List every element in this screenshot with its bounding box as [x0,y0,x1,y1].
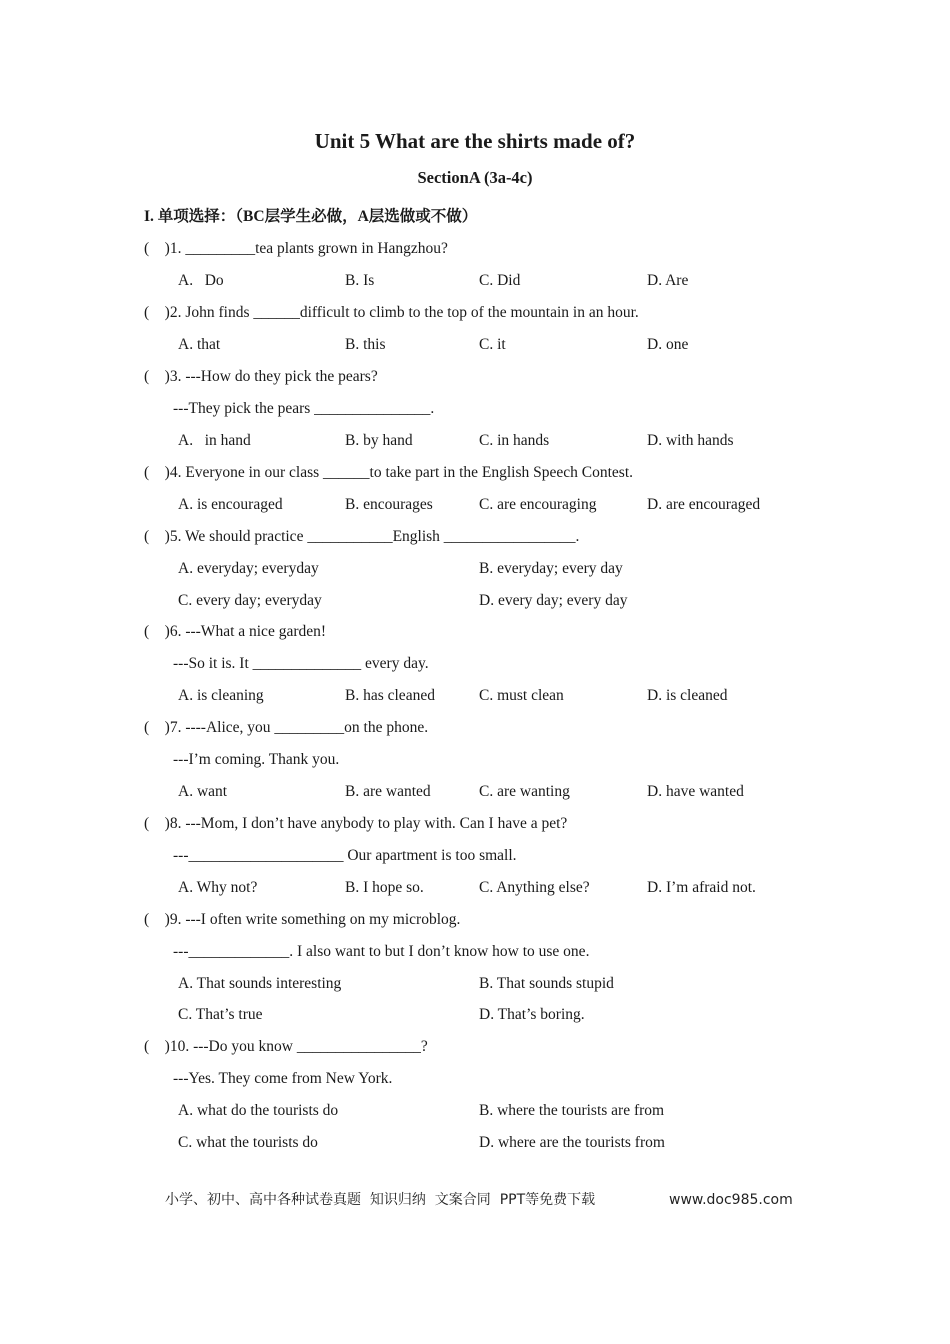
footer-url: www.doc985.com [669,1192,793,1208]
question-10-option-c: C. what the tourists do [178,1134,318,1151]
question-7-option-d: D. have wanted [647,783,744,800]
question-10-option-d: D. where are the tourists from [479,1134,665,1151]
section-heading: I. 单项选择：（BC层学生必做，A层选做或不做） [144,208,478,225]
question-9-option-a: A. That sounds interesting [178,975,342,992]
question-4-option-d: D. are encouraged [647,496,761,513]
page-subtitle: SectionA (3a-4c) [417,168,533,187]
question-5-option-d: D. every day; every day [479,592,628,609]
question-1-option-c: C. Did [479,272,521,289]
question-1-option-b: B. Is [345,272,375,289]
question-8-option-c: C. Anything else? [479,879,590,896]
question-7-response: ---I’m coming. Thank you. [173,751,340,768]
question-8-option-d: D. I’m afraid not. [647,879,756,896]
question-3-option-a: A. in hand [178,432,251,449]
question-6-option-a: A. is cleaning [178,687,264,704]
question-8-option-b: B. I hope so. [345,879,424,896]
question-5-option-b: B. everyday; every day [479,560,623,577]
question-6-option-b: B. has cleaned [345,687,435,704]
question-5-stem: ( )5. We should practice ___________English _________________. [144,528,580,545]
question-4-option-a: A. is encouraged [178,496,283,513]
question-6-option-c: C. must clean [479,687,564,704]
question-6-option-d: D. is cleaned [647,687,728,704]
question-9-option-c: C. That’s true [178,1006,263,1023]
question-7-option-a: A. want [178,783,228,800]
question-8-option-a: A. Why not? [178,879,258,896]
question-5-option-a: A. everyday; everyday [178,560,319,577]
question-10-stem: ( )10. ---Do you know ________________? [144,1038,428,1055]
page-title: Unit 5 What are the shirts made of? [314,129,636,153]
question-9-option-d: D. That’s boring. [479,1006,585,1023]
question-2-option-a: A. that [178,336,221,353]
question-8-response: ---____________________ Our apartment is too small. [173,847,517,864]
question-4-option-c: C. are encouraging [479,496,597,513]
question-4-stem: ( )4. Everyone in our class ______to take part in the English Speech Contest. [144,464,634,481]
question-6-response: ---So it is. It ______________ every day. [173,655,429,672]
question-7-option-c: C. are wanting [479,783,570,800]
question-10-option-a: A. what do the tourists do [178,1102,339,1119]
question-8-stem: ( )8. ---Mom, I don’t have anybody to play with. Can I have a pet? [144,815,568,832]
question-2-option-d: D. one [647,336,689,353]
question-2-option-c: C. it [479,336,506,353]
question-5-option-c: C. every day; everyday [178,592,322,609]
question-1-stem: ( )1. _________tea plants grown in Hangzhou? [144,240,448,257]
question-4-option-b: B. encourages [345,496,433,513]
question-2-stem: ( )2. John finds ______difficult to climb to the top of the mountain in an hour. [144,304,639,321]
question-10-option-b: B. where the tourists are from [479,1102,665,1119]
footer-promo-text: 小学、初中、高中各种试卷真题 知识归纳 文案合同 PPT等免费下载 [165,1192,596,1208]
question-3-stem: ( )3. ---How do they pick the pears? [144,368,378,385]
question-3-option-b: B. by hand [345,432,413,449]
question-3-response: ---They pick the pears _______________. [173,400,435,417]
question-9-response: ---_____________. I also want to but I don’t know how to use one. [173,943,590,960]
question-3-option-d: D. with hands [647,432,734,449]
question-9-option-b: B. That sounds stupid [479,975,614,992]
question-1-option-a: A. Do [178,272,224,289]
question-9-stem: ( )9. ---I often write something on my microblog. [144,911,461,928]
question-10-response: ---Yes. They come from New York. [173,1070,393,1087]
question-7-stem: ( )7. ----Alice, you _________on the phone. [144,719,429,736]
question-2-option-b: B. this [345,336,386,353]
question-6-stem: ( )6. ---What a nice garden! [144,623,327,640]
question-1-option-d: D. Are [647,272,689,289]
question-7-option-b: B. are wanted [345,783,431,800]
question-3-option-c: C. in hands [479,432,550,449]
